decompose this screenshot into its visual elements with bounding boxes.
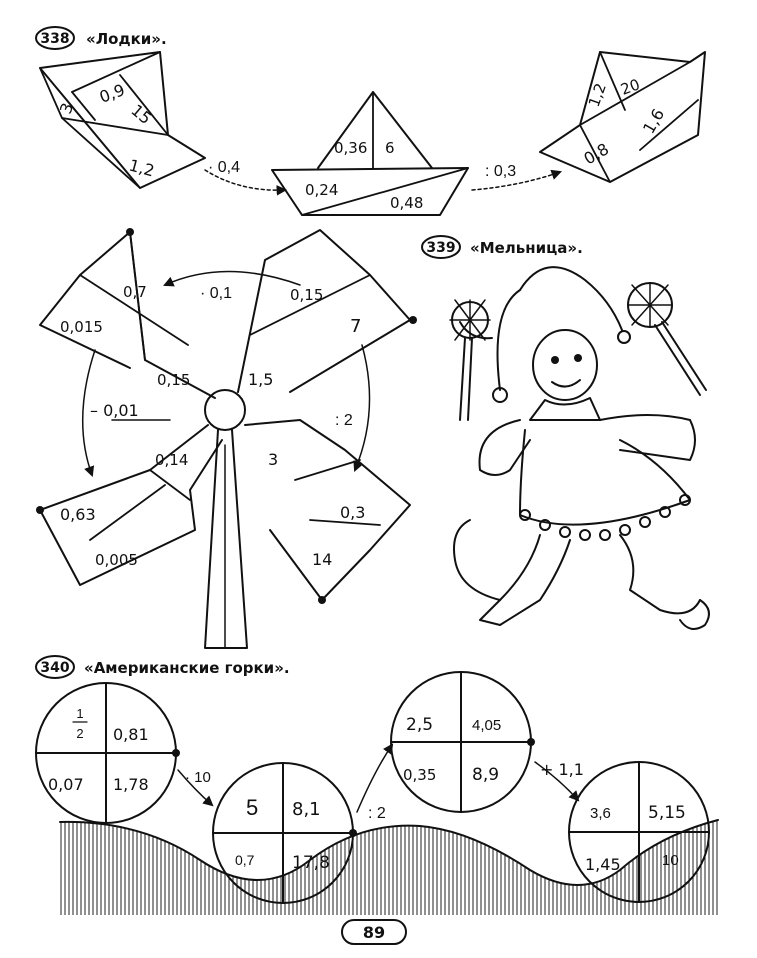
blade-bl-inner: 0,14 [155, 451, 189, 469]
operation-top: · 0,1 [200, 285, 233, 302]
boat-1-cell-a: 3 [55, 100, 78, 117]
exercise-number-badge [36, 656, 74, 678]
operation-left: – 0,01 [90, 401, 139, 420]
blade-br-outer: 14 [312, 550, 333, 569]
circle-1-tr: 0,81 [113, 725, 149, 744]
circle-1-tl-denominator: 2 [76, 726, 84, 741]
blade-bl-outer: 0,005 [95, 551, 138, 569]
jester-illustration [450, 267, 709, 629]
boat-3-cell-a: 1,2 [584, 80, 610, 110]
blade-tl-inner: 0,15 [157, 371, 191, 389]
exercise-number: 338 [40, 31, 70, 47]
jester-face [533, 330, 597, 400]
exercise-number: 339 [426, 240, 456, 256]
circle-1-br: 1,78 [113, 775, 149, 794]
boat-2-cell-b: 6 [385, 139, 395, 157]
exercise-339 [36, 228, 709, 648]
operation-3: + 1,1 [540, 760, 584, 779]
exercise-number-badge [422, 236, 460, 258]
operation-1: · 0,4 [208, 159, 241, 176]
operation-1: · 10 [185, 769, 211, 786]
operation-2: : 2 [368, 805, 386, 822]
boat-1 [40, 52, 205, 188]
boat-3 [540, 52, 705, 182]
circle-2-br: 17,8 [292, 853, 330, 873]
blade-top-right [238, 230, 410, 392]
exercise-number: 340 [40, 660, 70, 676]
exercise-338 [36, 27, 705, 215]
circle-2-tl: 5 [246, 795, 259, 820]
boat-2-cell-d: 0,48 [390, 194, 424, 212]
boat-3-cell-d: 1,6 [639, 105, 669, 137]
circle-4-tl: 3,6 [590, 805, 611, 822]
page-number-badge [342, 920, 406, 944]
boat-1-cell-c: 15 [127, 100, 156, 129]
blade-br-inner: 3 [268, 450, 279, 469]
exercise-title: «Американские горки». [84, 659, 290, 677]
circle-4-br: 10 [662, 852, 679, 869]
blade-tr-inner: 1,5 [248, 370, 274, 389]
circle-2-bl: 0,7 [235, 852, 255, 868]
exercise-number-badge [36, 27, 74, 49]
exercise-title: «Лодки». [86, 30, 167, 48]
circle-2-tr: 8,1 [292, 799, 321, 820]
boat-3-cell-c: 0,8 [580, 139, 613, 169]
circle-1-bl: 0,07 [48, 775, 84, 794]
mill-tower [205, 430, 247, 648]
exercise-340 [36, 656, 718, 915]
operation-right: : 2 [335, 412, 353, 429]
blade-br-mid: 0,3 [340, 503, 366, 522]
boat-2-cell-a: 0,36 [334, 139, 368, 157]
boat-1-cell-d: 1,2 [126, 155, 157, 181]
circle-3-tr: 4,05 [472, 717, 502, 734]
circle-3-br: 8,9 [472, 765, 500, 785]
blade-tr-mid: 7 [350, 316, 362, 337]
circle-4-bl: 1,45 [585, 855, 621, 874]
boat-2 [272, 92, 468, 215]
circle-4-tr: 5,15 [648, 803, 686, 823]
mill-hub [205, 390, 245, 430]
circle-1 [36, 683, 180, 823]
blade-tl-mid: 0,015 [60, 318, 103, 336]
operation-2: : 0,3 [485, 163, 517, 180]
blade-tl-outer: 0,7 [123, 283, 147, 301]
circle-3 [391, 672, 535, 812]
boat-2-cell-c: 0,24 [305, 181, 339, 199]
circle-3-tl: 2,5 [406, 715, 434, 735]
circle-4 [569, 762, 709, 902]
page-number: 89 [362, 923, 386, 942]
circle-3-bl: 0,35 [403, 766, 437, 784]
boat-3-cell-b: 20 [618, 75, 643, 99]
jester-bells [520, 495, 690, 540]
circle-1-tl-numerator: 1 [76, 706, 84, 721]
exercise-title: «Мельница». [470, 239, 583, 257]
blade-tr-outer: 0,15 [290, 286, 324, 304]
blade-bottom-right [245, 420, 410, 600]
blade-bl-mid: 0,63 [60, 505, 96, 524]
boat-1-cell-b: 0,9 [96, 80, 128, 107]
